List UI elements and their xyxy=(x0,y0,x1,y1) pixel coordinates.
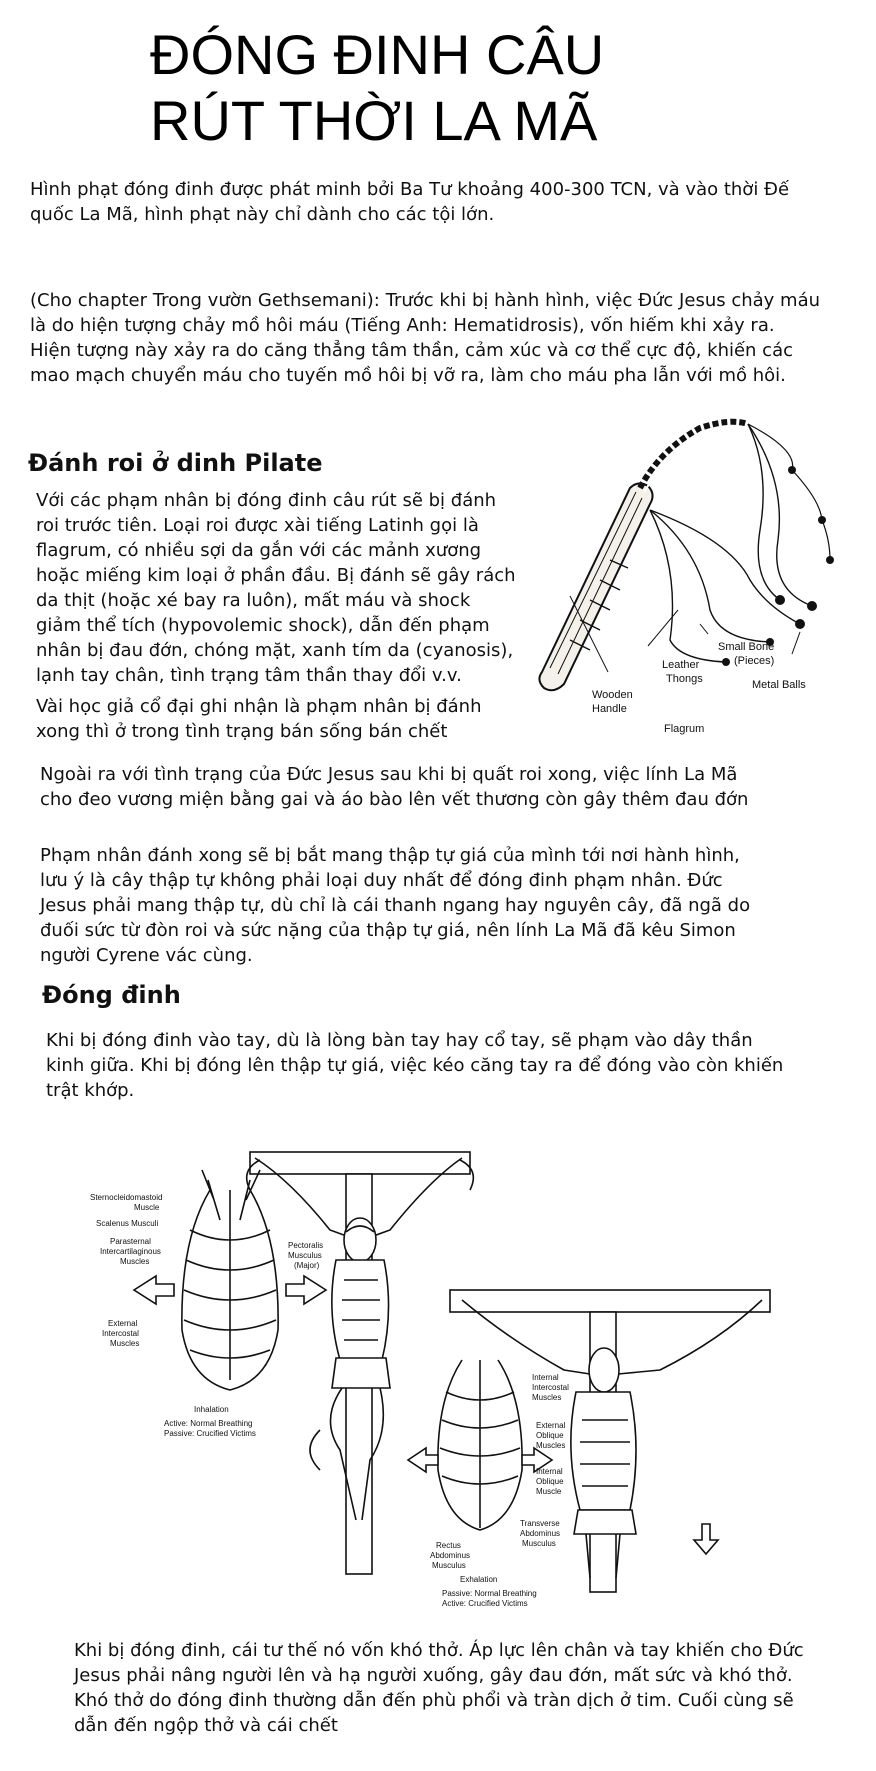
gethsemani-paragraph: (Cho chapter Trong vườn Gethsemani): Trước khi bị hành hình, việc Đức Jesus chảy máu là do hiện tượng chảy mồ hôi máu (Tiếng Anh: Hematidrosis), vốn hiếm khi xảy ra. Hiện tượng này xảy ra do căng thẳng tâm thần, cảm xúc và cơ thể cực độ, khiến các mao mạch chuyển máu cho tuyến mồ hôi bị vỡ ra, làm cho máu pha lẫn với mồ hôi. xyxy=(30,290,821,386)
label-inh-active: Active: Normal Breathing xyxy=(164,1419,253,1428)
left-cross-figure xyxy=(247,1152,474,1574)
label-pectoralis-1: Pectoralis xyxy=(288,1241,324,1250)
label-leather-1: Leather xyxy=(662,659,700,671)
label-rectus-3: Musculus xyxy=(432,1561,466,1570)
label-leather-2: Thongs xyxy=(666,673,703,685)
left-ribcage-inhalation xyxy=(134,1170,326,1390)
section-heading-whip: Đánh roi ở dinh Pilate xyxy=(28,449,323,477)
label-scalenus: Scalenus Musculi xyxy=(96,1219,159,1228)
label-small-bone-2: (Pieces) xyxy=(734,655,775,667)
label-ext-intercostal-2: Intercostal xyxy=(102,1329,139,1338)
label-metal-balls: Metal Balls xyxy=(752,679,806,691)
label-inhalation: Inhalation xyxy=(194,1405,229,1414)
whip-paragraph-4: Phạm nhân đánh xong sẽ bị bắt mang thập tự giá của mình tới nơi hành hình, lưu ý là cây thập tự không phải loại duy nhất để đóng đinh phạm nhân. Đức Jesus phải mang thập tự, dù chỉ là cái thanh ngang hay nguyên cây, đã ngã do đuối sức từ đòn roi và sức nặng của thập tự giá, nên lính La Mã đã kêu Simon người Cyrene vác cùng. xyxy=(40,845,751,966)
label-inh-passive: Passive: Crucified Victims xyxy=(164,1429,256,1438)
label-int-intercostal-1: Internal xyxy=(532,1373,559,1382)
nail-paragraph-1: Khi bị đóng đinh vào tay, dù là lòng bàn tay hay cổ tay, sẽ phạm vào dây thần kinh giữa. Khi bị đóng lên thập tự giá, việc kéo căng tay ra để đóng vào còn khiến trật khớp. xyxy=(46,1030,784,1101)
label-wooden-1: Wooden xyxy=(592,689,633,701)
label-scm-1: Sternocleidomastoid xyxy=(90,1193,163,1202)
crucifixion-anatomy-illustration xyxy=(90,1130,850,1610)
label-parasternal-1: Parasternal xyxy=(110,1237,151,1246)
label-flagrum: Flagrum xyxy=(664,723,705,735)
label-rectus-2: Abdominus xyxy=(430,1551,471,1560)
label-transverse-2: Abdominus xyxy=(520,1529,561,1538)
label-parasternal-3: Muscles xyxy=(120,1257,150,1266)
leather-thongs-shape xyxy=(650,424,812,662)
label-int-oblique-1: Internal xyxy=(536,1467,563,1476)
whip-paragraph-1: Với các phạm nhân bị đóng đinh câu rút sẽ bị đánh roi trước tiên. Loại roi được xài tiếng Latinh gọi là flagrum, có nhiều sợi da gắn với các mảnh xương hoặc miếng kim loại ở phần đầu. Bị đánh sẽ gây rách da thịt (hoặc xé bay ra luôn), mất máu và shock giảm thể tích (hypovolemic shock), dẫn đến phạm nhân bị đau đớn, chóng mặt, xanh tím da (cyanosis), lạnh tay chân, tình trạng tâm thần thay đổi v.v. xyxy=(36,490,516,686)
label-int-oblique-3: Muscle xyxy=(536,1487,562,1496)
label-parasternal-2: Intercartilaginous xyxy=(100,1247,161,1256)
label-transverse-1: Transverse xyxy=(520,1519,560,1528)
label-ext-intercostal-3: Muscles xyxy=(110,1339,140,1348)
label-exh-passive: Passive: Normal Breathing xyxy=(442,1589,537,1598)
wooden-handle-shape xyxy=(539,483,652,690)
nail-paragraph-2: Khi bị đóng đinh, cái tư thế nó vốn khó thở. Áp lực lên chân và tay khiến cho Đức Jesus phải nâng người lên và hạ người xuống, gây đau đớn, mất sức và khó thở. Khó thở do đóng đinh thường dẫn đến phù phổi và tràn dịch ở tim. Cuối cùng sẽ dẫn đến ngộp thở và cái chết xyxy=(74,1640,804,1736)
label-ext-intercostal-1: External xyxy=(108,1319,138,1328)
label-scm-2: Muscle xyxy=(134,1203,160,1212)
title-line-1: ĐÓNG ĐINH CÂU xyxy=(150,23,605,86)
intro-paragraph: Hình phạt đóng đinh được phát minh bởi Ba Tư khoảng 400-300 TCN, và vào thời Đế quốc La Mã, hình phạt này chỉ dành cho các tội lớn. xyxy=(30,179,790,225)
label-int-oblique-2: Oblique xyxy=(536,1477,564,1486)
label-small-bone-1: Small Bone xyxy=(718,641,775,653)
label-int-intercostal-3: Muscles xyxy=(532,1393,562,1402)
label-exh-active: Active: Crucified Victims xyxy=(442,1599,528,1608)
label-rectus-1: Rectus xyxy=(436,1541,461,1550)
flagrum-illustration xyxy=(530,410,850,750)
right-ribcage-exhalation xyxy=(408,1360,552,1530)
title-line-2: RÚT THỜI LA MÃ xyxy=(150,89,598,152)
section-heading-nail: Đóng đinh xyxy=(42,981,181,1009)
page-title xyxy=(150,22,750,154)
whip-paragraph-2: Vài học giả cổ đại ghi nhận là phạm nhân bị đánh xong thì ở trong tình trạng bán sống bán chết xyxy=(36,696,482,742)
label-exhalation: Exhalation xyxy=(460,1575,498,1584)
label-int-intercostal-2: Intercostal xyxy=(532,1383,569,1392)
label-ext-oblique-2: Oblique xyxy=(536,1431,564,1440)
label-transverse-3: Musculus xyxy=(522,1539,556,1548)
label-wooden-2: Handle xyxy=(592,703,627,715)
label-pectoralis-3: (Major) xyxy=(294,1261,320,1270)
whip-paragraph-3: Ngoài ra với tình trạng của Đức Jesus sau khi bị quất roi xong, việc lính La Mã cho đeo vương miện bằng gai và áo bào lên vết thương còn gây thêm đau đớn xyxy=(40,764,749,810)
label-ext-oblique-3: Muscles xyxy=(536,1441,566,1450)
label-pectoralis-2: Musculus xyxy=(288,1251,322,1260)
label-ext-oblique-1: External xyxy=(536,1421,566,1430)
